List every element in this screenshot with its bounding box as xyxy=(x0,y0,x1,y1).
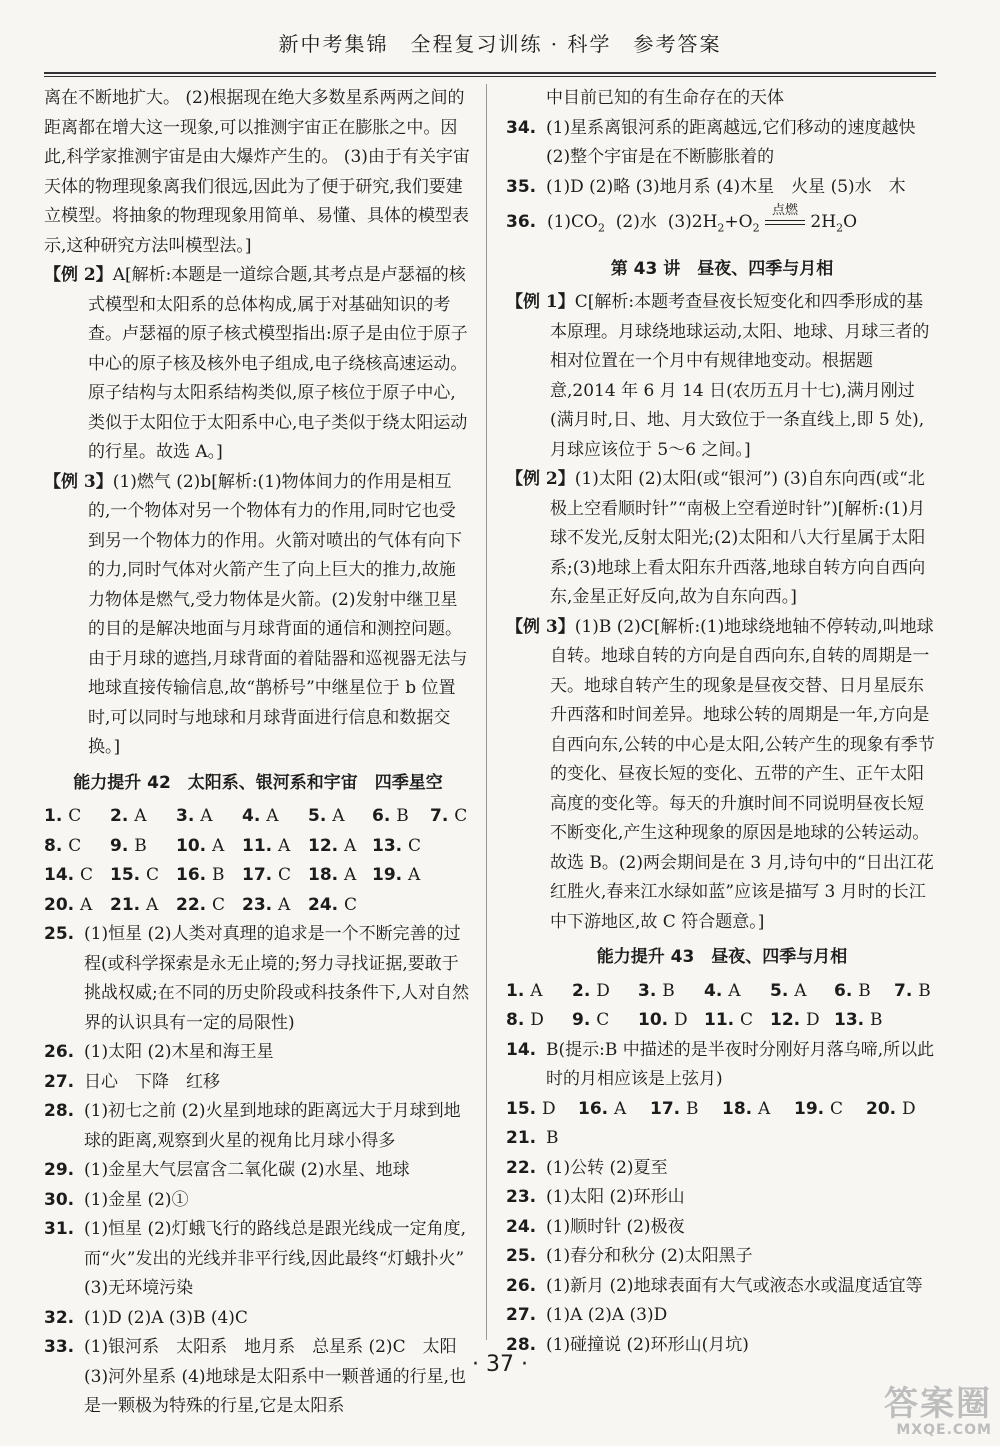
reaction-arrow xyxy=(765,203,805,225)
example-text: (1)燃气 (2)b[解析:(1)物体间力的作用是相互的,一个物体对另一个物体有力的作用,同时它也受到另一个物体力的作用。火箭对喷出的气体有向下的力,同时气体对火箭产生了向上巨大的推力,故施力物体是燃气,受力物体是火箭。(2)发射中继卫星的目的是解决地面与月球背面的通信和测控问题。由于月球的遮挡,月球背面的着陆器和巡视器无法与地球直接传输信息,故“鹊桥号”中继星位于 b 位置时,可以同时与地球和月球背面进行信息和数据交换。] xyxy=(88,471,468,757)
example-text: (1)B (2)C[解析:(1)地球绕地轴不停转动,叫地球自转。地球自转的方向是自西向东,自转的周期是一天。地球自转产生的现象是昼夜交替、日月星辰东升西落和时间差异。地球公转的周期是一年,方向是自西向东,公转的中心是太阳,公转产生的现象有季节的变化、昼夜长短的变化、五带的产生、正午太阳高度的变化等。每天的升旗时间不同说明昼夜长短不断变化,产生这种现象的原因是地球的公转运动。故选 B。(2)两会期间是在 3 月,诗句中的“日出江花红胜火,春来江水绿如蓝”应该是描写 3 月时的长江中下游地区,故 C 符合题意。] xyxy=(550,616,935,932)
answer-text: (1)D (2)A (3)B (4)C xyxy=(84,1307,248,1328)
answer-number: 22. xyxy=(506,1157,537,1178)
mc-answer: 10. A xyxy=(176,835,225,856)
answer-item xyxy=(44,1068,472,1098)
answer-text: (1)初七之前 (2)火星到地球的距离远大于月球到地球的距离,观察到火星的视角比月球小得多 xyxy=(84,1101,461,1151)
answer-item xyxy=(44,1038,472,1068)
answer-number: 21. xyxy=(506,1128,537,1149)
answer-item xyxy=(506,1124,938,1154)
mc-answer: 20. D xyxy=(866,1098,916,1119)
answer-number: 34. xyxy=(506,117,537,138)
example-label: 【例 1】 xyxy=(506,292,575,313)
answer-part: (3)2H xyxy=(667,212,718,232)
paragraph-continued: 离在不断地扩大。 (2)根据现在绝大多数星系两两之间的距离都在增大这一现象,可以推测宇宙正在膨胀之中。因此,科学家推测宇宙是由大爆炸产生的。 (3)由于有关宇宙天体的物理现象离我们很远,因此为了便于研究,我们要建立模型。将抽象的物理现象用简单、易懂、具体的模型表示,这种研究方法叫模型法。] xyxy=(44,88,470,256)
answer-part: (1)CO xyxy=(546,212,598,232)
answer-item xyxy=(506,1272,938,1302)
example-label: 【例 3】 xyxy=(44,471,113,492)
example-2 xyxy=(506,465,938,613)
mc-answer: 7. B xyxy=(894,980,931,1001)
answer-item xyxy=(44,1304,472,1334)
page-header: 新中考集锦 全程复习训练 · 科学 参考答案 xyxy=(278,32,722,56)
multiple-choice-answers xyxy=(506,977,938,1036)
answer-text: (1)春分和秋分 (2)太阳黑子 xyxy=(546,1246,753,1267)
watermark-url: MXQE.COM xyxy=(896,1422,992,1438)
answer-number: 35. xyxy=(506,176,537,197)
multiple-choice-answers xyxy=(506,1095,938,1125)
mc-row xyxy=(506,1095,938,1125)
mc-answer: 1. A xyxy=(506,980,543,1001)
mc-answer: 20. A xyxy=(44,894,93,915)
answer-item xyxy=(506,1154,938,1184)
watermark-logo xyxy=(884,1386,992,1438)
example-3 xyxy=(44,468,472,763)
answer-number: 25. xyxy=(44,924,75,944)
answer-item xyxy=(506,1183,938,1213)
mc-answer: 13. C xyxy=(372,835,422,856)
mc-answer: 14. C xyxy=(44,865,94,885)
left-column xyxy=(44,84,472,1422)
answer-item xyxy=(44,1156,472,1186)
answer-item xyxy=(44,1186,472,1216)
answer-number: 32. xyxy=(44,1307,75,1328)
answer-item xyxy=(44,1097,472,1156)
answer-number: 14. xyxy=(506,1039,537,1060)
answer-text: (1)恒星 (2)人类对真理的追求是一个不断完善的过程(或科学探索是永无止境的;努力寻找证据,要敢于挑战权威;在不同的历史阶段或科技条件下,人对自然界的认识具有一定的局限性) xyxy=(84,924,470,1033)
mc-answer: 5. A xyxy=(770,980,807,1001)
answer-number: 28. xyxy=(44,1101,75,1121)
subscript: 2 xyxy=(597,221,605,235)
example-text: A[解析:本题是一道综合题,其考点是卢瑟福的核式模型和太阳系的总体构成,属于对基础知识的考查。卢瑟福的原子核式模型指出:原子是由位于原子中心的原子核及核外电子组成,电子绕核高速运动。原子结构与太阳系结构类似,原子核位于原子中心,类似于太阳位于太阳系中心,电子类似于绕太阳运动的行星。故选 A。] xyxy=(88,265,468,462)
mc-answer: 1. C xyxy=(44,806,82,826)
mc-row xyxy=(506,977,938,1007)
reaction-condition: 点燃 xyxy=(772,203,799,218)
example-1 xyxy=(506,288,938,465)
example-text: (1)太阳 (2)太阳(或“银河”) (3)自东向西(或“北极上空看顺时针”“南极上空看逆时针”)[解析:(1)月球不发光,反射太阳光;(2)太阳和八大行星属于太阳系;(3)地球上看太阳东升西落,地球自转方向自西向东,金星正好反向,故为自东向西。] xyxy=(550,469,926,608)
mc-answer: 6. B xyxy=(834,980,871,1001)
subscript: 2 xyxy=(836,221,844,235)
answer-text: (1)恒星 (2)灯蛾飞行的路线总是跟光线成一定角度,而“火”发出的光线并非平行线,因此最终“灯蛾扑火” (3)无环境污染 xyxy=(84,1219,466,1298)
example-label: 【例 2】 xyxy=(506,469,575,490)
mc-row xyxy=(506,1006,938,1036)
equals-bar xyxy=(765,220,805,225)
mc-answer: 9. C xyxy=(572,1010,610,1031)
answer-list xyxy=(506,1124,938,1360)
right-column xyxy=(506,84,938,1360)
mc-answer: 18. A xyxy=(722,1098,771,1119)
mc-answer: 22. C xyxy=(176,894,226,915)
answer-number: 25. xyxy=(506,1246,537,1267)
answer-item xyxy=(506,1242,938,1272)
page-number: · 37 · xyxy=(472,1352,528,1377)
answer-item xyxy=(506,1301,938,1331)
example-label: 【例 3】 xyxy=(506,616,575,637)
section-heading-lecture-43: 第 43 讲 昼夜、四季与月相 xyxy=(610,258,834,279)
answer-item xyxy=(506,203,938,243)
answer-text: (1)公转 (2)夏至 xyxy=(546,1157,668,1178)
mc-answer: 16. A xyxy=(578,1098,627,1119)
answer-text: B(提示:B 中描述的是半夜时分刚好月落乌啼,所以此时的月相应该是上弦月) xyxy=(546,1039,935,1090)
answer-text: (1)顺时针 (2)极夜 xyxy=(546,1216,685,1237)
answer-text: (1)碰撞说 (2)环形山(月坑) xyxy=(546,1334,749,1355)
answer-text: (1)金星 (2)① xyxy=(84,1189,189,1210)
mc-answer: 23. A xyxy=(242,894,291,915)
mc-answer: 17. C xyxy=(242,865,292,885)
mc-answer: 12. A xyxy=(308,835,357,856)
answer-item xyxy=(506,1213,938,1243)
example-2 xyxy=(44,261,472,468)
answer-text: (1)新月 (2)地球表面有大气或液态水或温度适宜等 xyxy=(546,1275,923,1296)
example-text: C[解析:本题考查昼夜长短变化和四季形成的基本原理。月球绕地球运动,太阳、地球、月球三者的相对位置在一个月中有规律地变动。根据题意,2014 年 6 月 14 日(农历五月十七),满月刚过(满月时,日、地、月大致位于一条直线上,即 5 处),月球应该位于 5～6 之间。] xyxy=(550,292,930,460)
answer-text: (1)银河系 太阳系 地月系 总星系 (2)C 太阳 (3)河外星系 (4)地球是太阳系中一颗普通的行星,也是一颗极为特殊的行星,它是太阳系 xyxy=(84,1337,466,1416)
section-heading-43: 能力提升 43 昼夜、四季与月相 xyxy=(596,947,848,968)
mc-answer: 16. B xyxy=(176,865,225,885)
mc-answer: 10. D xyxy=(638,1010,688,1031)
answer-text: B xyxy=(546,1128,559,1149)
answer-list xyxy=(506,1036,938,1095)
mc-answer: 21. A xyxy=(110,894,159,915)
answer-part: 2H xyxy=(810,212,837,232)
subscript: 2 xyxy=(752,221,760,235)
answer-part: O xyxy=(843,212,858,232)
header-rule-thin xyxy=(44,76,936,77)
mc-answer: 7. C xyxy=(430,806,468,826)
mc-answer: 12. D xyxy=(770,1010,820,1031)
answer-number: 36. xyxy=(506,212,537,232)
answer-item xyxy=(506,173,938,203)
answer-list xyxy=(44,920,472,1422)
section-heading-42: 能力提升 42 太阳系、银河系和宇宙 四季星空 xyxy=(73,772,443,793)
answer-continued: 中目前已知的有生命存在的天体 xyxy=(546,88,784,108)
answer-number: 33. xyxy=(44,1337,75,1357)
answer-number: 26. xyxy=(506,1275,537,1296)
mc-answer: 4. A xyxy=(242,806,279,826)
answer-part: +O xyxy=(724,212,753,232)
watermark-text: 答案圈 xyxy=(884,1384,992,1424)
mc-row xyxy=(44,891,472,921)
column-separator xyxy=(486,84,487,1340)
answer-text: (1)金星大气层富含二氧化碳 (2)水星、地球 xyxy=(84,1160,410,1180)
answer-list xyxy=(506,114,938,203)
mc-answer: 15. C xyxy=(110,865,160,885)
example-3 xyxy=(506,613,938,938)
answer-number: 23. xyxy=(506,1187,537,1208)
multiple-choice-answers xyxy=(44,802,472,920)
answer-text: (1)太阳 (2)木星和海王星 xyxy=(84,1042,274,1062)
mc-answer: 5. A xyxy=(308,806,345,826)
answer-number: 31. xyxy=(44,1219,75,1239)
mc-answer: 15. D xyxy=(506,1098,556,1119)
mc-answer: 8. D xyxy=(506,1010,544,1031)
mc-answer: 3. B xyxy=(638,980,675,1001)
answer-text: (1)A (2)A (3)D xyxy=(546,1305,668,1326)
answer-number: 26. xyxy=(44,1042,75,1062)
mc-row xyxy=(44,861,472,891)
answer-item xyxy=(506,1036,938,1095)
mc-row xyxy=(44,832,472,862)
answer-number: 27. xyxy=(506,1305,537,1326)
answer-number: 27. xyxy=(44,1071,75,1092)
answer-item xyxy=(506,114,938,173)
mc-answer: 8. C xyxy=(44,835,82,856)
answer-part: (2)水 xyxy=(615,212,657,232)
answer-text: (1)太阳 (2)环形山 xyxy=(546,1187,685,1208)
header-rule xyxy=(44,72,936,74)
example-label: 【例 2】 xyxy=(44,265,113,285)
answer-text: (1)星系离银河系的距离越远,它们移动的速度越快 (2)整个宇宙是在不断膨胀着的 xyxy=(546,117,916,167)
answer-item xyxy=(44,920,472,1038)
mc-answer: 18. A xyxy=(308,865,357,885)
mc-answer: 13. B xyxy=(834,1010,883,1031)
mc-row xyxy=(44,802,472,832)
mc-answer: 11. C xyxy=(704,1010,754,1031)
mc-answer: 2. D xyxy=(572,980,610,1001)
answer-number: 29. xyxy=(44,1160,75,1180)
mc-answer: 9. B xyxy=(110,835,147,856)
mc-answer: 4. A xyxy=(704,980,741,1001)
mc-answer: 19. C xyxy=(794,1098,844,1119)
mc-answer: 24. C xyxy=(308,894,358,915)
answer-number: 28. xyxy=(506,1334,537,1355)
mc-answer: 3. A xyxy=(176,806,213,826)
mc-answer: 19. A xyxy=(372,865,421,885)
answer-item xyxy=(44,1215,472,1304)
answer-number: 30. xyxy=(44,1189,75,1210)
mc-answer: 17. B xyxy=(650,1098,699,1119)
answer-item xyxy=(44,1333,472,1422)
mc-answer: 11. A xyxy=(242,835,291,856)
answer-text: (1)D (2)略 (3)地月系 (4)木星 火星 (5)水 木 xyxy=(546,176,906,197)
subscript: 2 xyxy=(717,221,725,235)
mc-answer: 2. A xyxy=(110,806,147,826)
answer-text: 日心 下降 红移 xyxy=(84,1071,220,1092)
mc-answer: 6. B xyxy=(372,806,409,826)
answer-number: 24. xyxy=(506,1216,537,1237)
